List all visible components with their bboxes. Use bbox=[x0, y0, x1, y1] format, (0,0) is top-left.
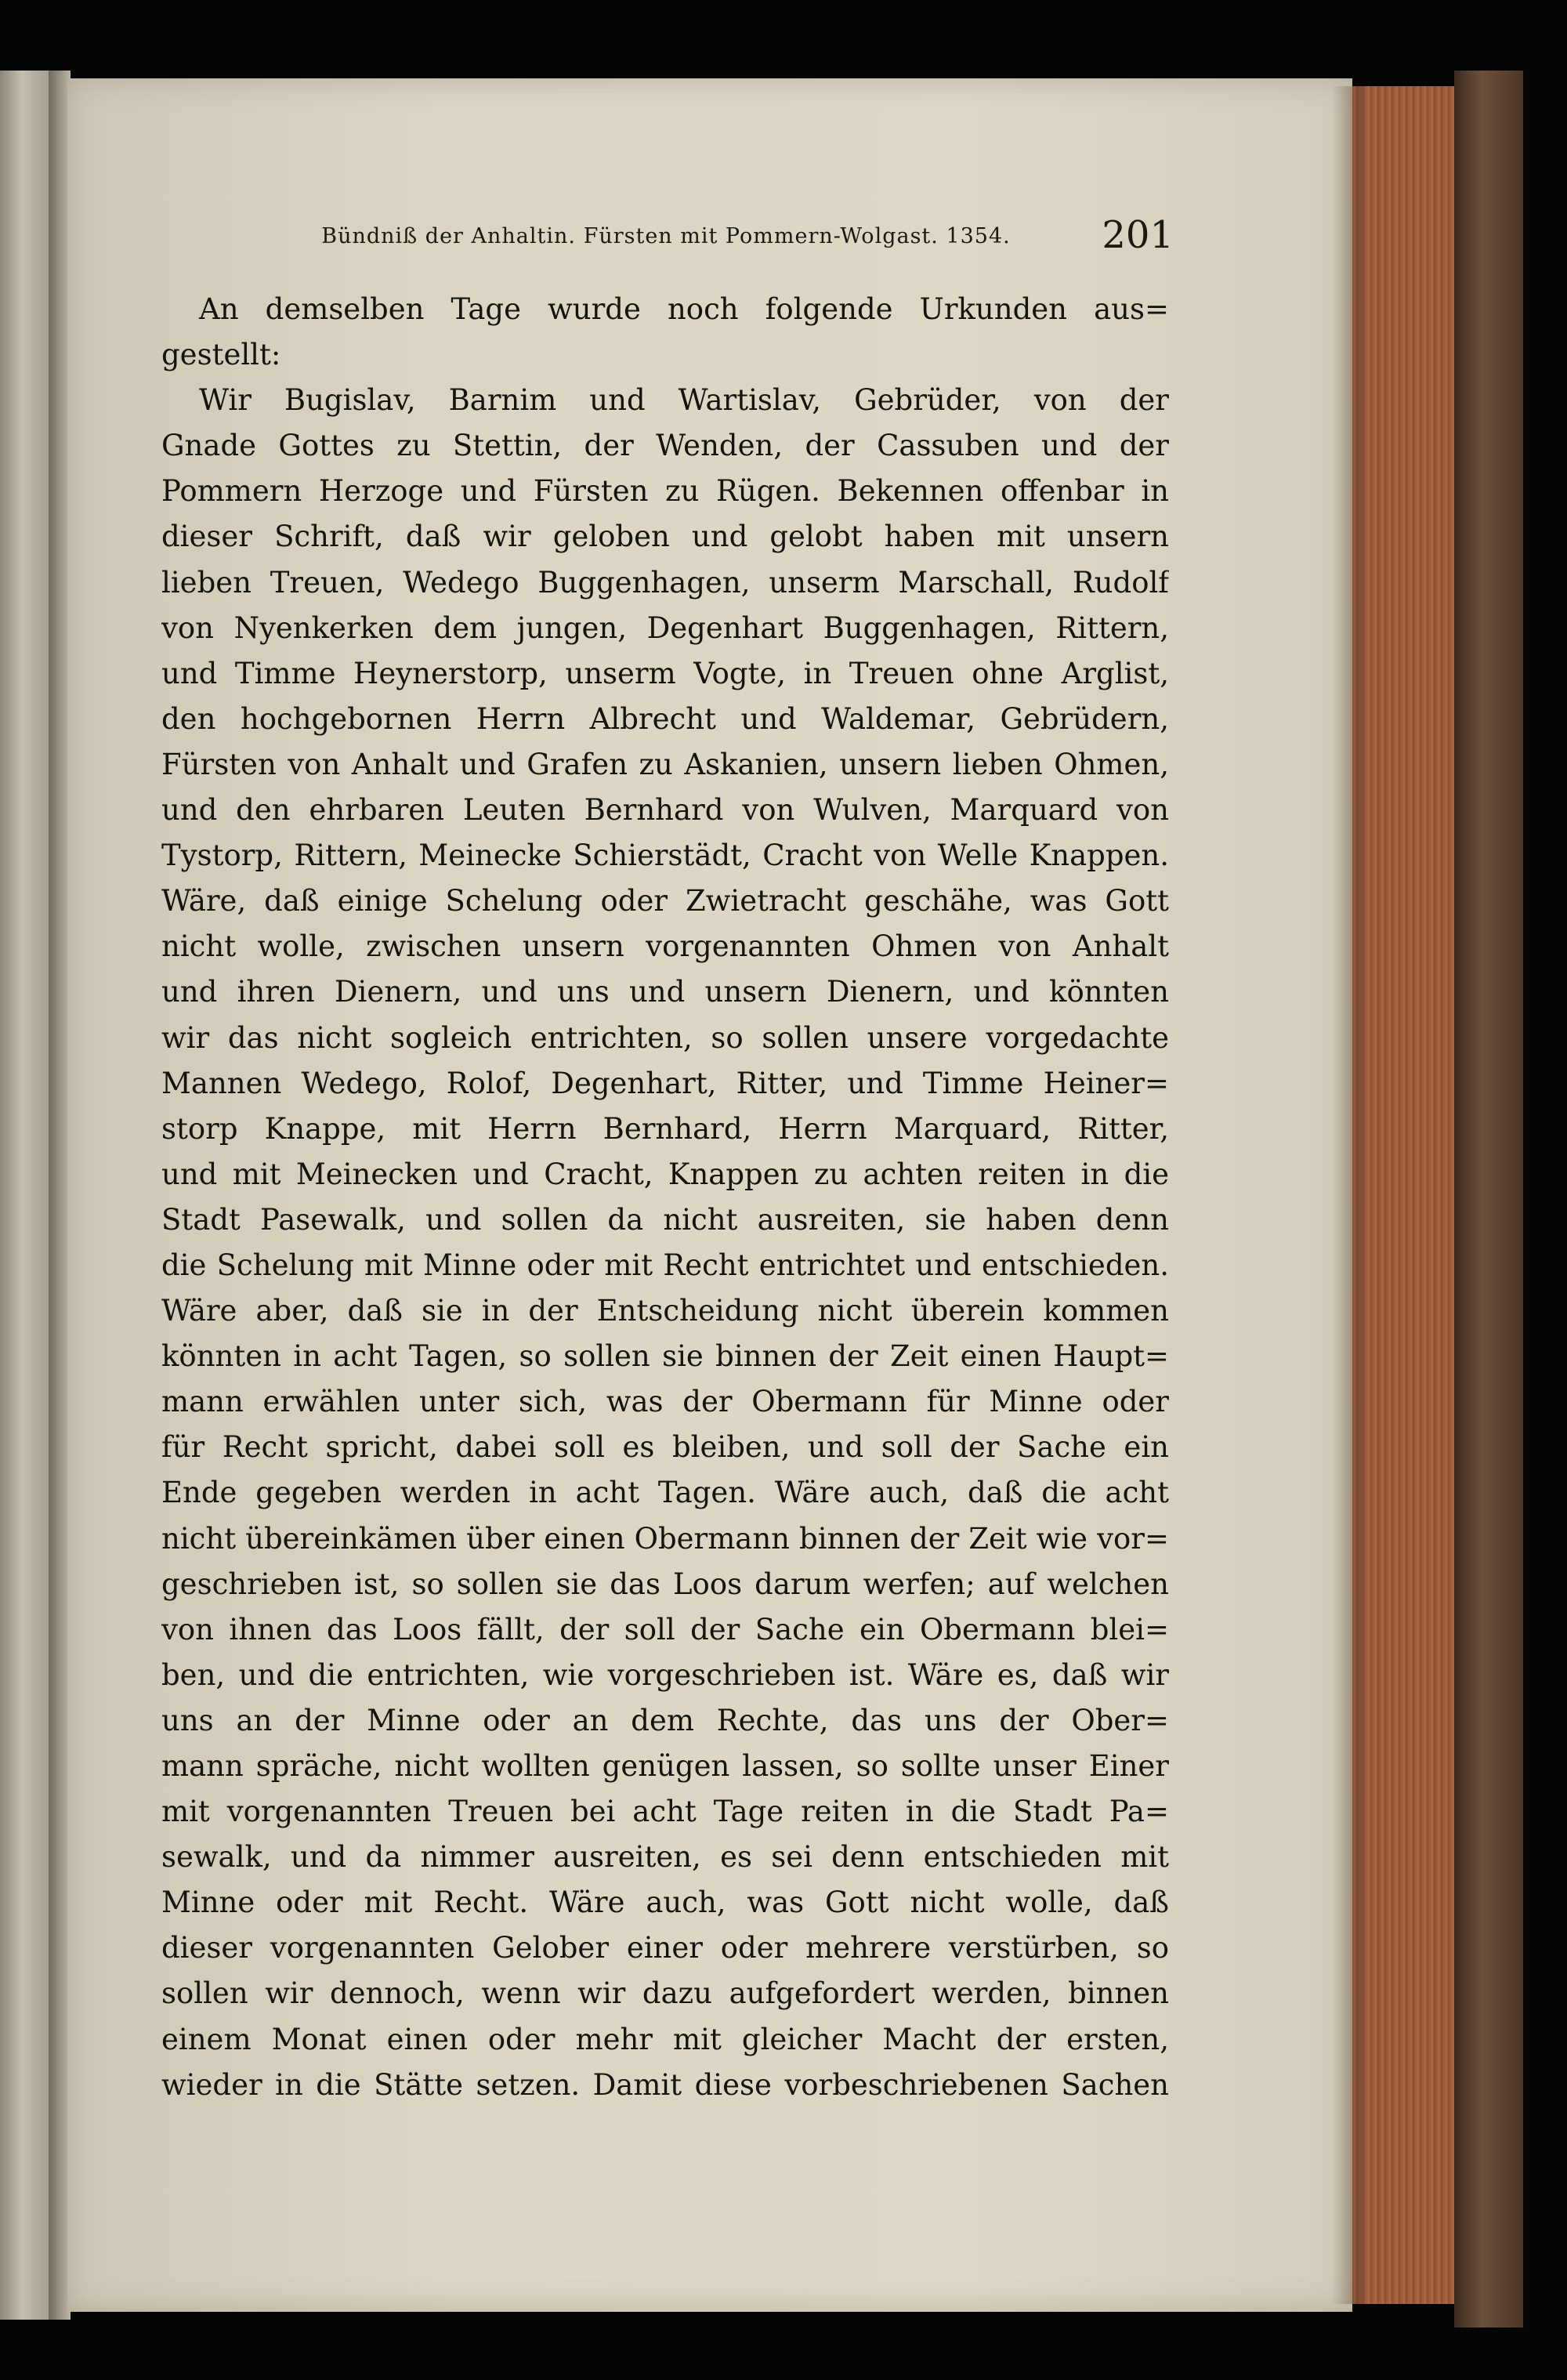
text-line: dieser Schrift, daß wir geloben und gelobt haben mit unsern bbox=[161, 520, 1169, 554]
text-line: sollen wir dennoch, wenn wir dazu aufgefordert werden, binnen bbox=[161, 1976, 1169, 2011]
text-line: Ende gegeben werden in acht Tagen. Wäre auch, daß die acht bbox=[161, 1476, 1169, 1510]
text-line: einem Monat einen oder mehr mit gleicher Macht der ersten, bbox=[161, 2022, 1169, 2056]
text-line: und ihren Dienern, und uns und unsern Dienern, und könnten bbox=[161, 975, 1169, 1009]
text-line: Wäre aber, daß sie in der Entscheidung nicht überein kommen bbox=[161, 1294, 1169, 1328]
text-line: die Schelung mit Minne oder mit Recht entrichtet und entschieden. bbox=[161, 1248, 1169, 1282]
text-line: von ihnen das Loos fällt, der soll der Sache ein Obermann blei= bbox=[161, 1612, 1169, 1646]
text-line: storp Knappe, mit Herrn Bernhard, Herrn Marquard, Ritter, bbox=[161, 1111, 1169, 1146]
text-line: Gnade Gottes zu Stettin, der Wenden, der Cassuben und der bbox=[161, 429, 1169, 463]
text-line: und den ehrbaren Leuten Bernhard von Wulven, Marquard von bbox=[161, 793, 1169, 828]
text-line: Stadt Pasewalk, und sollen da nicht ausreiten, sie haben denn bbox=[161, 1202, 1169, 1237]
text-line: lieben Treuen, Wedego Buggenhagen, unserm Marschall, Rudolf bbox=[161, 565, 1169, 600]
text-line: Pommern Herzoge und Fürsten zu Rügen. Bekennen offenbar in bbox=[161, 474, 1169, 509]
text-line: könnten in acht Tagen, so sollen sie binnen der Zeit einen Haupt= bbox=[161, 1339, 1169, 1374]
text-line: uns an der Minne oder an dem Rechte, das uns der Ober= bbox=[161, 1703, 1169, 1737]
text-line: Fürsten von Anhalt und Grafen zu Askanien, unsern lieben Ohmen, bbox=[161, 747, 1169, 781]
text-line: geschrieben ist, so sollen sie das Loos darum werfen; auf welchen bbox=[161, 1567, 1169, 1601]
text-line: für Recht spricht, dabei soll es bleiben, und soll der Sache ein bbox=[161, 1430, 1169, 1465]
text-line: wieder in die Stätte setzen. Damit diese vorbeschriebenen Sachen bbox=[161, 2067, 1169, 2102]
text-line: von Nyenkerken dem jungen, Degenhart Buggenhagen, Rittern, bbox=[161, 610, 1169, 645]
body-text bbox=[161, 287, 1169, 2108]
fore-edge-shadow bbox=[1332, 86, 1363, 2304]
page-fore-edge bbox=[1352, 86, 1454, 2304]
text-line: und Timme Heynerstorp, unserm Vogte, in Treuen ohne Arglist, bbox=[161, 656, 1169, 690]
text-line: gestellt: bbox=[161, 338, 281, 372]
text-line: sewalk, und da nimmer ausreiten, es sei denn entschieden mit bbox=[161, 1840, 1169, 1875]
text-line: Wäre, daß einige Schelung oder Zwietracht geschähe, was Gott bbox=[161, 884, 1169, 918]
text-line: wir das nicht sogleich entrichten, so sollen unsere vorgedachte bbox=[161, 1020, 1169, 1055]
text-line: nicht wolle, zwischen unsern vorgenannten Ohmen von Anhalt bbox=[161, 929, 1169, 964]
left-page-edge bbox=[0, 71, 49, 2320]
text-line: den hochgebornen Herrn Albrecht und Waldemar, Gebrüdern, bbox=[161, 701, 1169, 736]
page-number: 201 bbox=[1102, 213, 1174, 257]
text-line: Tystorp, Rittern, Meinecke Schierstädt, Cracht von Welle Knappen. bbox=[161, 839, 1169, 873]
text-line: An demselben Tage wurde noch folgende Urkunden aus= bbox=[199, 292, 1169, 326]
text-line: ben, und die entrichten, wie vorgeschrieben ist. Wäre es, daß wir bbox=[161, 1657, 1169, 1692]
text-line: Minne oder mit Recht. Wäre auch, was Gott nicht wolle, daß bbox=[161, 1886, 1169, 1920]
running-head: Bündniß der Anhaltin. Fürsten mit Pommern-Wolgast. 1354. bbox=[321, 224, 1011, 248]
text-line: Wir Bugislav, Barnim und Wartislav, Gebrüder, von der bbox=[199, 383, 1169, 418]
text-line: und mit Meinecken und Cracht, Knappen zu achten reiten in die bbox=[161, 1157, 1169, 1191]
text-line: mann spräche, nicht wollten genügen lassen, so sollte unser Einer bbox=[161, 1749, 1169, 1783]
book-cover-board bbox=[1454, 71, 1523, 2327]
text-line: mann erwählen unter sich, was der Obermann für Minne oder bbox=[161, 1385, 1169, 1419]
text-line: nicht übereinkämen über einen Obermann binnen der Zeit wie vor= bbox=[161, 1521, 1169, 1556]
text-line: dieser vorgenannten Gelober einer oder mehrere verstürben, so bbox=[161, 1931, 1169, 1965]
text-line: Mannen Wedego, Rolof, Degenhart, Ritter, und Timme Heiner= bbox=[161, 1066, 1169, 1100]
text-line: mit vorgenannten Treuen bei acht Tage reiten in die Stadt Pa= bbox=[161, 1795, 1169, 1829]
